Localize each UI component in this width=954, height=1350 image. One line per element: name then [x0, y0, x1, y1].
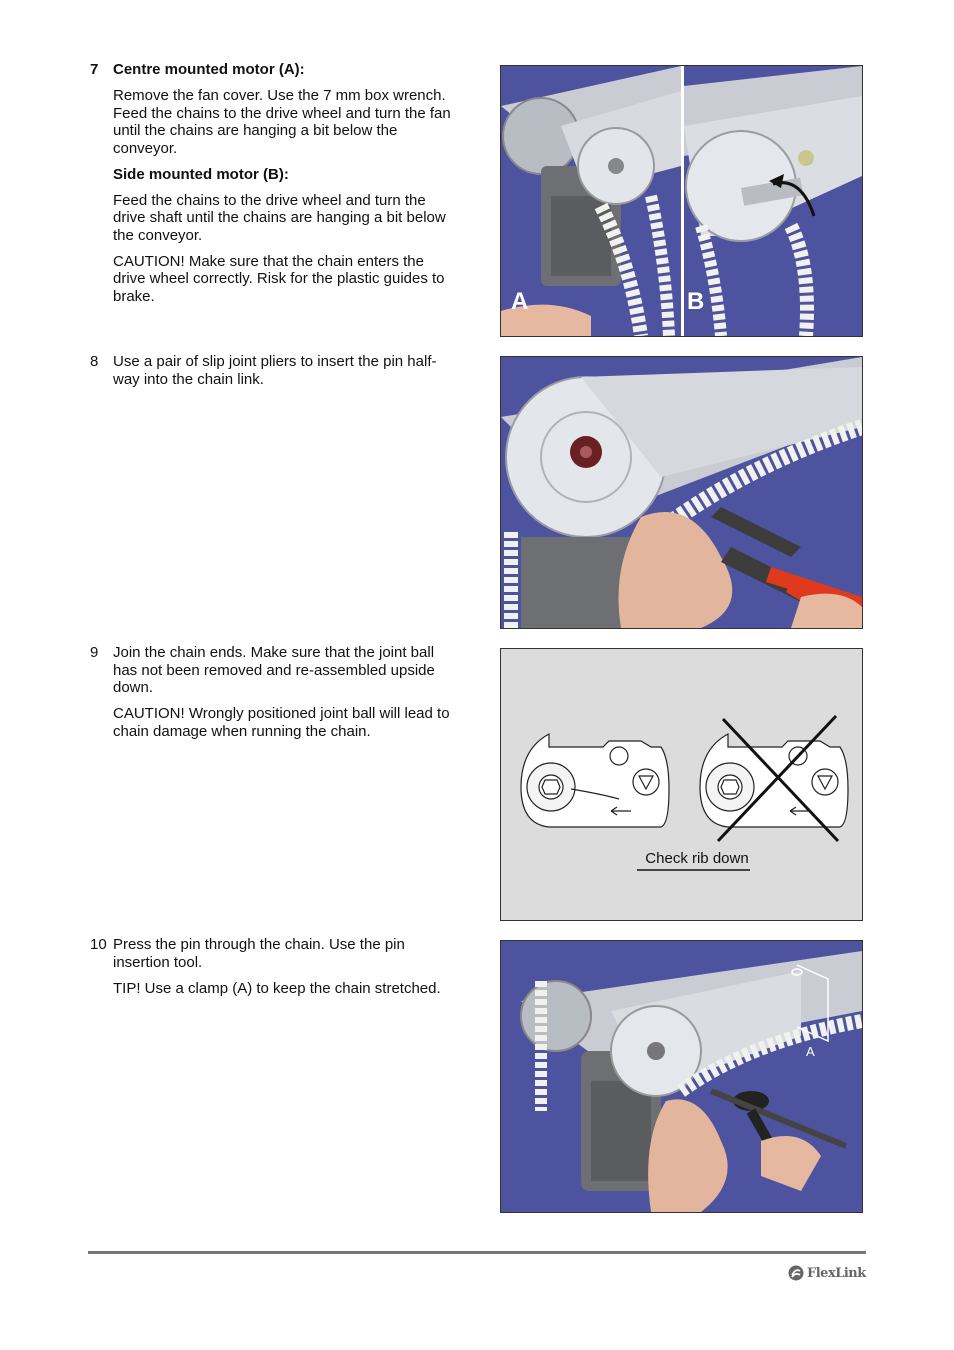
step-9 [90, 644, 460, 749]
step-text: Remove the fan cover. Use the 7 mm box wrench. Feed the chains to the drive wheel and turn the fan until the chains are hanging a bit below the conveyor. [113, 87, 451, 157]
step-text: Press the pin through the chain. Use the pin insertion tool. [113, 936, 405, 971]
label-a: A [511, 288, 529, 315]
figure-joint-ball-diagram [500, 648, 863, 921]
flexlink-logo [788, 1263, 866, 1283]
logo-text: FlexLink [807, 1265, 866, 1281]
step-number: 9 [90, 644, 99, 661]
chain-link-correct [521, 734, 669, 827]
step-heading: Side mounted motor (B): [113, 165, 289, 183]
step-10 [90, 936, 460, 1006]
caution-text: CAUTION! Wrongly positioned joint ball will lead to chain damage when running the chain. [113, 705, 450, 740]
figure-pin-tool-photo [500, 940, 863, 1213]
tip-text: TIP! Use a clamp (A) to keep the chain stretched. [113, 979, 441, 997]
step-heading: Centre mounted motor (A): [113, 61, 305, 78]
step-number: 8 [90, 353, 99, 370]
step-7 [90, 61, 460, 314]
step-text: Use a pair of slip joint pliers to insert the pin half-way into the chain link. [113, 353, 437, 388]
flexlink-logo-icon [788, 1265, 804, 1281]
diagram-caption: Check rib down [645, 850, 749, 867]
label-b: B [687, 288, 705, 315]
step-number: 7 [90, 61, 99, 78]
footer-rule [88, 1251, 866, 1254]
label-a: A [806, 1044, 815, 1059]
step-text: Join the chain ends. Make sure that the joint ball has not been removed and re-assembled upside down. [113, 644, 435, 696]
figure-pliers-photo [500, 356, 863, 629]
step-number: 10 [90, 936, 107, 953]
step-8 [90, 353, 460, 397]
figure-motor-photos [500, 65, 863, 337]
caution-text: CAUTION! Make sure that the chain enters the drive wheel correctly. Risk for the plastic guides to brake. [113, 252, 445, 305]
step-text: Feed the chains to the drive wheel and turn the drive shaft until the chains are hanging a bit below the conveyor. [113, 191, 446, 244]
